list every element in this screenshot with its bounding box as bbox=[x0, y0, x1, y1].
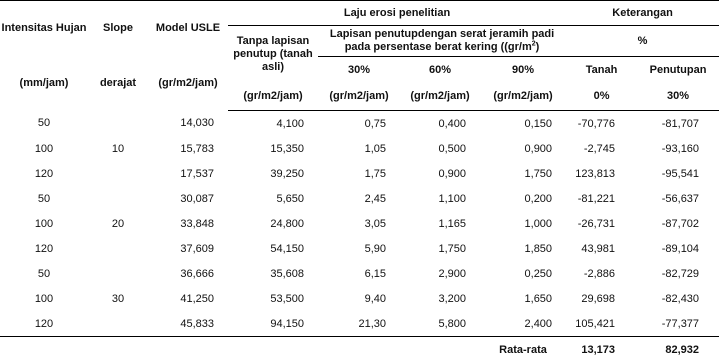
cell-90-percent: 0,900 bbox=[480, 136, 566, 161]
table-row bbox=[0, 211, 719, 236]
cell-60-percent: 5,800 bbox=[400, 311, 480, 337]
cell-90-percent: 1,000 bbox=[480, 211, 566, 236]
cell-30-percent: 5,90 bbox=[318, 236, 400, 261]
cell-tanah: -70,776 bbox=[566, 111, 637, 137]
cell-tanpa-lapisan: 4,100 bbox=[228, 111, 318, 137]
cell-90-percent: 0,250 bbox=[480, 261, 566, 286]
table-row bbox=[0, 261, 719, 286]
cell-60-percent: 1,750 bbox=[400, 236, 480, 261]
cell-90-percent: 0,150 bbox=[480, 111, 566, 137]
cell-penutupan: -81,707 bbox=[637, 111, 719, 137]
cell-intensitas: 50 bbox=[0, 186, 88, 211]
cell-90-percent: 1,750 bbox=[480, 161, 566, 186]
footer-label: Rata-rata bbox=[480, 337, 566, 363]
cell-penutupan: -87,702 bbox=[637, 211, 719, 236]
cell-30-percent: 0,75 bbox=[318, 111, 400, 137]
cell-model-usle: 41,250 bbox=[148, 286, 228, 311]
cell-tanah: -2,886 bbox=[566, 261, 637, 286]
cell-60-percent: 3,200 bbox=[400, 286, 480, 311]
cell-30-percent: 3,05 bbox=[318, 211, 400, 236]
table-row bbox=[0, 111, 719, 137]
unit-penutupan: 30% bbox=[637, 83, 719, 111]
cell-30-percent: 1,05 bbox=[318, 136, 400, 161]
cell-tanah: -26,731 bbox=[566, 211, 637, 236]
cell-60-percent: 1,165 bbox=[400, 211, 480, 236]
cell-tanpa-lapisan: 15,350 bbox=[228, 136, 318, 161]
cell-90-percent: 1,850 bbox=[480, 236, 566, 261]
cell-intensitas: 100 bbox=[0, 211, 88, 236]
cell-penutupan: -77,377 bbox=[637, 311, 719, 337]
cell-90-percent: 0,200 bbox=[480, 186, 566, 211]
cell-model-usle: 17,537 bbox=[148, 161, 228, 186]
unit-tanpa: (gr/m2/jam) bbox=[228, 83, 318, 111]
cell-model-usle: 36,666 bbox=[148, 261, 228, 286]
header-keterangan: Keterangan bbox=[566, 1, 719, 26]
cell-slope: 20 bbox=[88, 211, 148, 236]
table-row bbox=[0, 286, 719, 311]
table-row bbox=[0, 311, 719, 337]
header-intensitas: Intensitas Hujan bbox=[0, 1, 88, 57]
cell-tanpa-lapisan: 39,250 bbox=[228, 161, 318, 186]
header-percent: % bbox=[566, 26, 719, 57]
header-90-percent: 90% bbox=[480, 57, 566, 84]
cell-intensitas: 120 bbox=[0, 161, 88, 186]
cell-intensitas: 120 bbox=[0, 311, 88, 337]
cell-90-percent: 1,650 bbox=[480, 286, 566, 311]
cell-model-usle: 14,030 bbox=[148, 111, 228, 137]
cell-intensitas: 100 bbox=[0, 136, 88, 161]
unit-30: (gr/m2/jam) bbox=[318, 83, 400, 111]
header-laju-erosi: Laju erosi penelitian bbox=[228, 1, 566, 26]
cell-penutupan: -95,541 bbox=[637, 161, 719, 186]
header-model: Model USLE bbox=[148, 1, 228, 57]
header-tanpa-lapisan: Tanpa lapisan penutup (tanah asli) bbox=[228, 26, 318, 84]
cell-60-percent: 2,900 bbox=[400, 261, 480, 286]
cell-tanpa-lapisan: 53,500 bbox=[228, 286, 318, 311]
footer-tanah: 13,173 bbox=[566, 337, 637, 363]
cell-tanah: -81,221 bbox=[566, 186, 637, 211]
cell-penutupan: -56,637 bbox=[637, 186, 719, 211]
cell-tanah: 123,813 bbox=[566, 161, 637, 186]
header-penutupan: Penutupan bbox=[637, 57, 719, 84]
unit-intensitas: (mm/jam) bbox=[0, 57, 88, 111]
cell-slope: 30 bbox=[88, 286, 148, 311]
cell-tanah: 43,981 bbox=[566, 236, 637, 261]
unit-60: (gr/m2/jam) bbox=[400, 83, 480, 111]
cell-model-usle: 30,087 bbox=[148, 186, 228, 211]
cell-tanpa-lapisan: 35,608 bbox=[228, 261, 318, 286]
cell-slope bbox=[88, 111, 148, 137]
cell-tanah: 29,698 bbox=[566, 286, 637, 311]
cell-intensitas: 50 bbox=[0, 111, 88, 137]
cell-model-usle: 33,848 bbox=[148, 211, 228, 236]
cell-tanpa-lapisan: 54,150 bbox=[228, 236, 318, 261]
cell-30-percent: 6,15 bbox=[318, 261, 400, 286]
cell-60-percent: 1,100 bbox=[400, 186, 480, 211]
unit-slope: derajat bbox=[88, 57, 148, 111]
cell-tanpa-lapisan: 94,150 bbox=[228, 311, 318, 337]
unit-90: (gr/m2/jam) bbox=[480, 83, 566, 111]
cell-penutupan: -82,430 bbox=[637, 286, 719, 311]
cell-model-usle: 15,783 bbox=[148, 136, 228, 161]
cell-slope bbox=[88, 161, 148, 186]
cell-30-percent: 2,45 bbox=[318, 186, 400, 211]
table-row bbox=[0, 236, 719, 261]
table-row bbox=[0, 186, 719, 211]
header-slope: Slope bbox=[88, 1, 148, 57]
cell-model-usle: 45,833 bbox=[148, 311, 228, 337]
cell-30-percent: 9,40 bbox=[318, 286, 400, 311]
header-30-percent: 30% bbox=[318, 57, 400, 84]
cell-60-percent: 0,900 bbox=[400, 161, 480, 186]
cell-60-percent: 0,500 bbox=[400, 136, 480, 161]
cell-penutupan: -82,729 bbox=[637, 261, 719, 286]
cell-tanah: -2,745 bbox=[566, 136, 637, 161]
cell-tanpa-lapisan: 24,800 bbox=[228, 211, 318, 236]
unit-tanah: 0% bbox=[566, 83, 637, 111]
cell-intensitas: 120 bbox=[0, 236, 88, 261]
table-row bbox=[0, 161, 719, 186]
cell-slope bbox=[88, 186, 148, 211]
cell-penutupan: -93,160 bbox=[637, 136, 719, 161]
table-row bbox=[0, 136, 719, 161]
header-60-percent: 60% bbox=[400, 57, 480, 84]
cell-intensitas: 50 bbox=[0, 261, 88, 286]
header-lapisan-penutup: Lapisan penutupdengan serat jeramih padi pada persentase berat kering ($(gr/m^2)$ bbox=[318, 26, 566, 57]
unit-model: (gr/m2/jam) bbox=[148, 57, 228, 111]
cell-tanpa-lapisan: 5,650 bbox=[228, 186, 318, 211]
cell-slope bbox=[88, 236, 148, 261]
cell-slope bbox=[88, 261, 148, 286]
cell-intensitas: 100 bbox=[0, 286, 88, 311]
cell-slope bbox=[88, 311, 148, 337]
cell-tanah: 105,421 bbox=[566, 311, 637, 337]
cell-model-usle: 37,609 bbox=[148, 236, 228, 261]
cell-30-percent: 21,30 bbox=[318, 311, 400, 337]
footer-penutupan: 82,932 bbox=[637, 337, 719, 363]
cell-60-percent: 0,400 bbox=[400, 111, 480, 137]
cell-30-percent: 1,75 bbox=[318, 161, 400, 186]
cell-penutupan: -89,104 bbox=[637, 236, 719, 261]
cell-90-percent: 2,400 bbox=[480, 311, 566, 337]
header-tanah: Tanah bbox=[566, 57, 637, 84]
cell-slope: 10 bbox=[88, 136, 148, 161]
